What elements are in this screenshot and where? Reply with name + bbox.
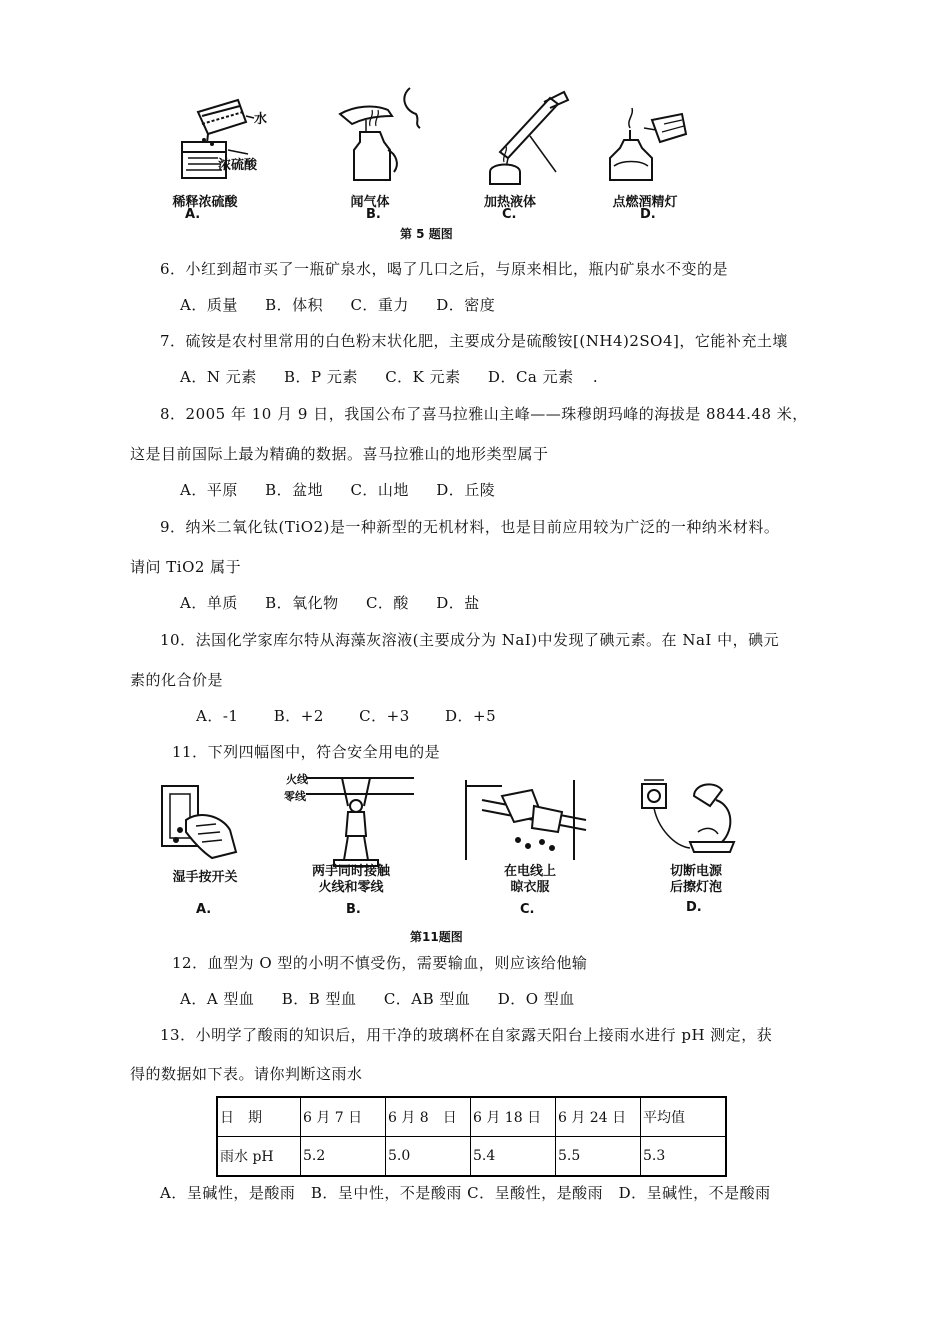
unplugged-lamp-illustration (634, 776, 744, 862)
callout-live-wire: 火线 (286, 773, 308, 786)
q9-option-a: A．单质 (180, 594, 238, 612)
q9-option-b: B．氧化物 (265, 594, 339, 612)
q12-option-b: B．B 型血 (281, 990, 357, 1008)
table-cell: 日 期 (217, 1097, 301, 1137)
q12-stem: 12．血型为 O 型的小明不慎受伤，需要输血，则应该给他输 (172, 954, 588, 972)
callout-water: 水 (254, 112, 268, 127)
q7-trailing-mark: . (592, 368, 599, 386)
q10-option-b: B．+2 (273, 707, 324, 725)
q7-option-d: D．Ca 元素 (487, 368, 574, 386)
q9-stem-line1: 9．纳米二氧化钛(TiO2)是一种新型的无机材料，也是目前应用较为广泛的一种纳米材料。 (160, 518, 780, 536)
q6-stem: 6．小红到超市买了一瓶矿泉水，喝了几口之后，与原来相比，瓶内矿泉水不变的是 (160, 260, 729, 278)
fig11-label-d-line2: 后擦灯泡 (669, 880, 722, 895)
fig5-letter-a: A. (185, 207, 201, 222)
fig5-caption: 第 5 题图 (400, 227, 453, 241)
q11-stem: 11．下列四幅图中，符合安全用电的是 (172, 743, 441, 761)
table-cell: 雨水 pH (217, 1137, 301, 1177)
fig11-letter-d: D. (686, 900, 702, 915)
q6-options (180, 294, 495, 315)
table-row (217, 1137, 726, 1177)
q9-option-d: D．盐 (436, 594, 480, 612)
fig5-label-c: 加热液体 (483, 195, 536, 210)
fig5-letter-c: C. (502, 207, 517, 222)
fig11-label-c-line1: 在电线上 (503, 864, 556, 879)
fig5-letter-d: D. (640, 207, 656, 222)
fig11-label-b-line1: 两手同时接触 (311, 864, 390, 879)
q13-options: A．呈碱性，是酸雨 B．呈中性，不是酸雨 C．呈酸性，是酸雨 D．呈碱性，不是酸雨 (160, 1184, 771, 1202)
table-cell: 6 月 24 日 (556, 1097, 641, 1137)
callout-conc-acid: 浓硫酸 (218, 158, 258, 173)
fig5-letter-b: B. (366, 207, 381, 222)
q12-option-a: A．A 型血 (180, 990, 255, 1008)
q10-stem-line2: 素的化合价是 (130, 671, 224, 689)
q8-option-a: A．平原 (180, 481, 238, 499)
table-cell: 5.2 (301, 1137, 386, 1177)
clothes-on-wire-illustration (462, 776, 592, 862)
fig11-label-c-line2: 晾衣服 (510, 880, 550, 895)
table-cell: 5.4 (471, 1137, 556, 1177)
fig5-label-b: 闻气体 (350, 195, 390, 210)
q10-option-c: C．+3 (359, 707, 410, 725)
fig11-letter-a: A. (196, 902, 212, 917)
table-cell: 6 月 8 日 (386, 1097, 471, 1137)
light-lamp-illustration (602, 100, 692, 186)
q9-option-c: C．酸 (365, 594, 409, 612)
q6-option-b: B．体积 (265, 296, 324, 314)
q6-option-a: A．质量 (180, 296, 238, 314)
fig11-letter-b: B. (346, 902, 361, 917)
q8-option-b: B．盆地 (265, 481, 324, 499)
fig11-label-a: 湿手按开关 (172, 870, 238, 885)
q7-options (180, 366, 598, 387)
table-cell: 平均值 (641, 1097, 727, 1137)
q12-options (180, 988, 575, 1009)
q9-stem-line2: 请问 TiO2 属于 (130, 558, 242, 576)
q9-options (180, 592, 480, 613)
table-cell: 5.3 (641, 1137, 727, 1177)
q12-option-d: D．O 型血 (497, 990, 575, 1008)
q7-option-b: B．P 元素 (284, 368, 358, 386)
q8-stem-line2: 这是目前国际上最为精确的数据。喜马拉雅山的地形类型属于 (130, 445, 549, 463)
q7-option-c: C．K 元素 (385, 368, 461, 386)
q13-stem-line1: 13．小明学了酸雨的知识后，用干净的玻璃杯在自家露天阳台上接雨水进行 pH 测定，获 (160, 1026, 773, 1044)
fig11-caption: 第11题图 (410, 930, 463, 944)
q10-stem-line1: 10．法国化学家库尔特从海藻灰溶液(主要成分为 NaI)中发现了碘元素。在 NaI 中，碘元 (160, 631, 780, 649)
q10-options (196, 705, 496, 726)
fig11-label-d-line1: 切断电源 (669, 864, 722, 879)
q10-option-a: A．-1 (196, 707, 239, 725)
q6-option-c: C．重力 (350, 296, 409, 314)
q8-option-d: D．丘陵 (436, 481, 496, 499)
table-cell: 6 月 7 日 (301, 1097, 386, 1137)
fig11-letter-c: C. (520, 902, 535, 917)
table-header-row (217, 1097, 726, 1137)
table-cell: 5.5 (556, 1137, 641, 1177)
q10-option-d: D．+5 (445, 707, 497, 725)
heat-liquid-illustration (486, 88, 586, 188)
q8-stem-line1: 8．2005 年 10 月 9 日，我国公布了喜马拉雅山主峰——珠穆朗玛峰的海拔是 8844.48 米， (160, 405, 808, 423)
wet-hand-switch-illustration (156, 780, 246, 860)
ph-data-table (216, 1096, 727, 1177)
callout-neutral-wire: 零线 (284, 790, 306, 803)
q7-option-a: A．N 元素 (180, 368, 257, 386)
q7-stem: 7．硫铵是农村里常用的白色粉末状化肥，主要成分是硫酸铵[(NH4)2SO4]，它能补充土壤 (160, 332, 788, 350)
table-cell: 6 月 18 日 (471, 1097, 556, 1137)
fig11-label-b-line2: 火线和零线 (318, 880, 384, 895)
fig5-label-d: 点燃酒精灯 (612, 195, 678, 210)
smell-gas-illustration (330, 80, 440, 184)
q8-options (180, 479, 495, 500)
q12-option-c: C．AB 型血 (383, 990, 471, 1008)
fig5-label-a: 稀释浓硫酸 (172, 195, 238, 210)
table-cell: 5.0 (386, 1137, 471, 1177)
q13-stem-line2: 得的数据如下表。请你判断这雨水 (130, 1065, 363, 1083)
q6-option-d: D．密度 (436, 296, 496, 314)
q8-option-c: C．山地 (350, 481, 409, 499)
